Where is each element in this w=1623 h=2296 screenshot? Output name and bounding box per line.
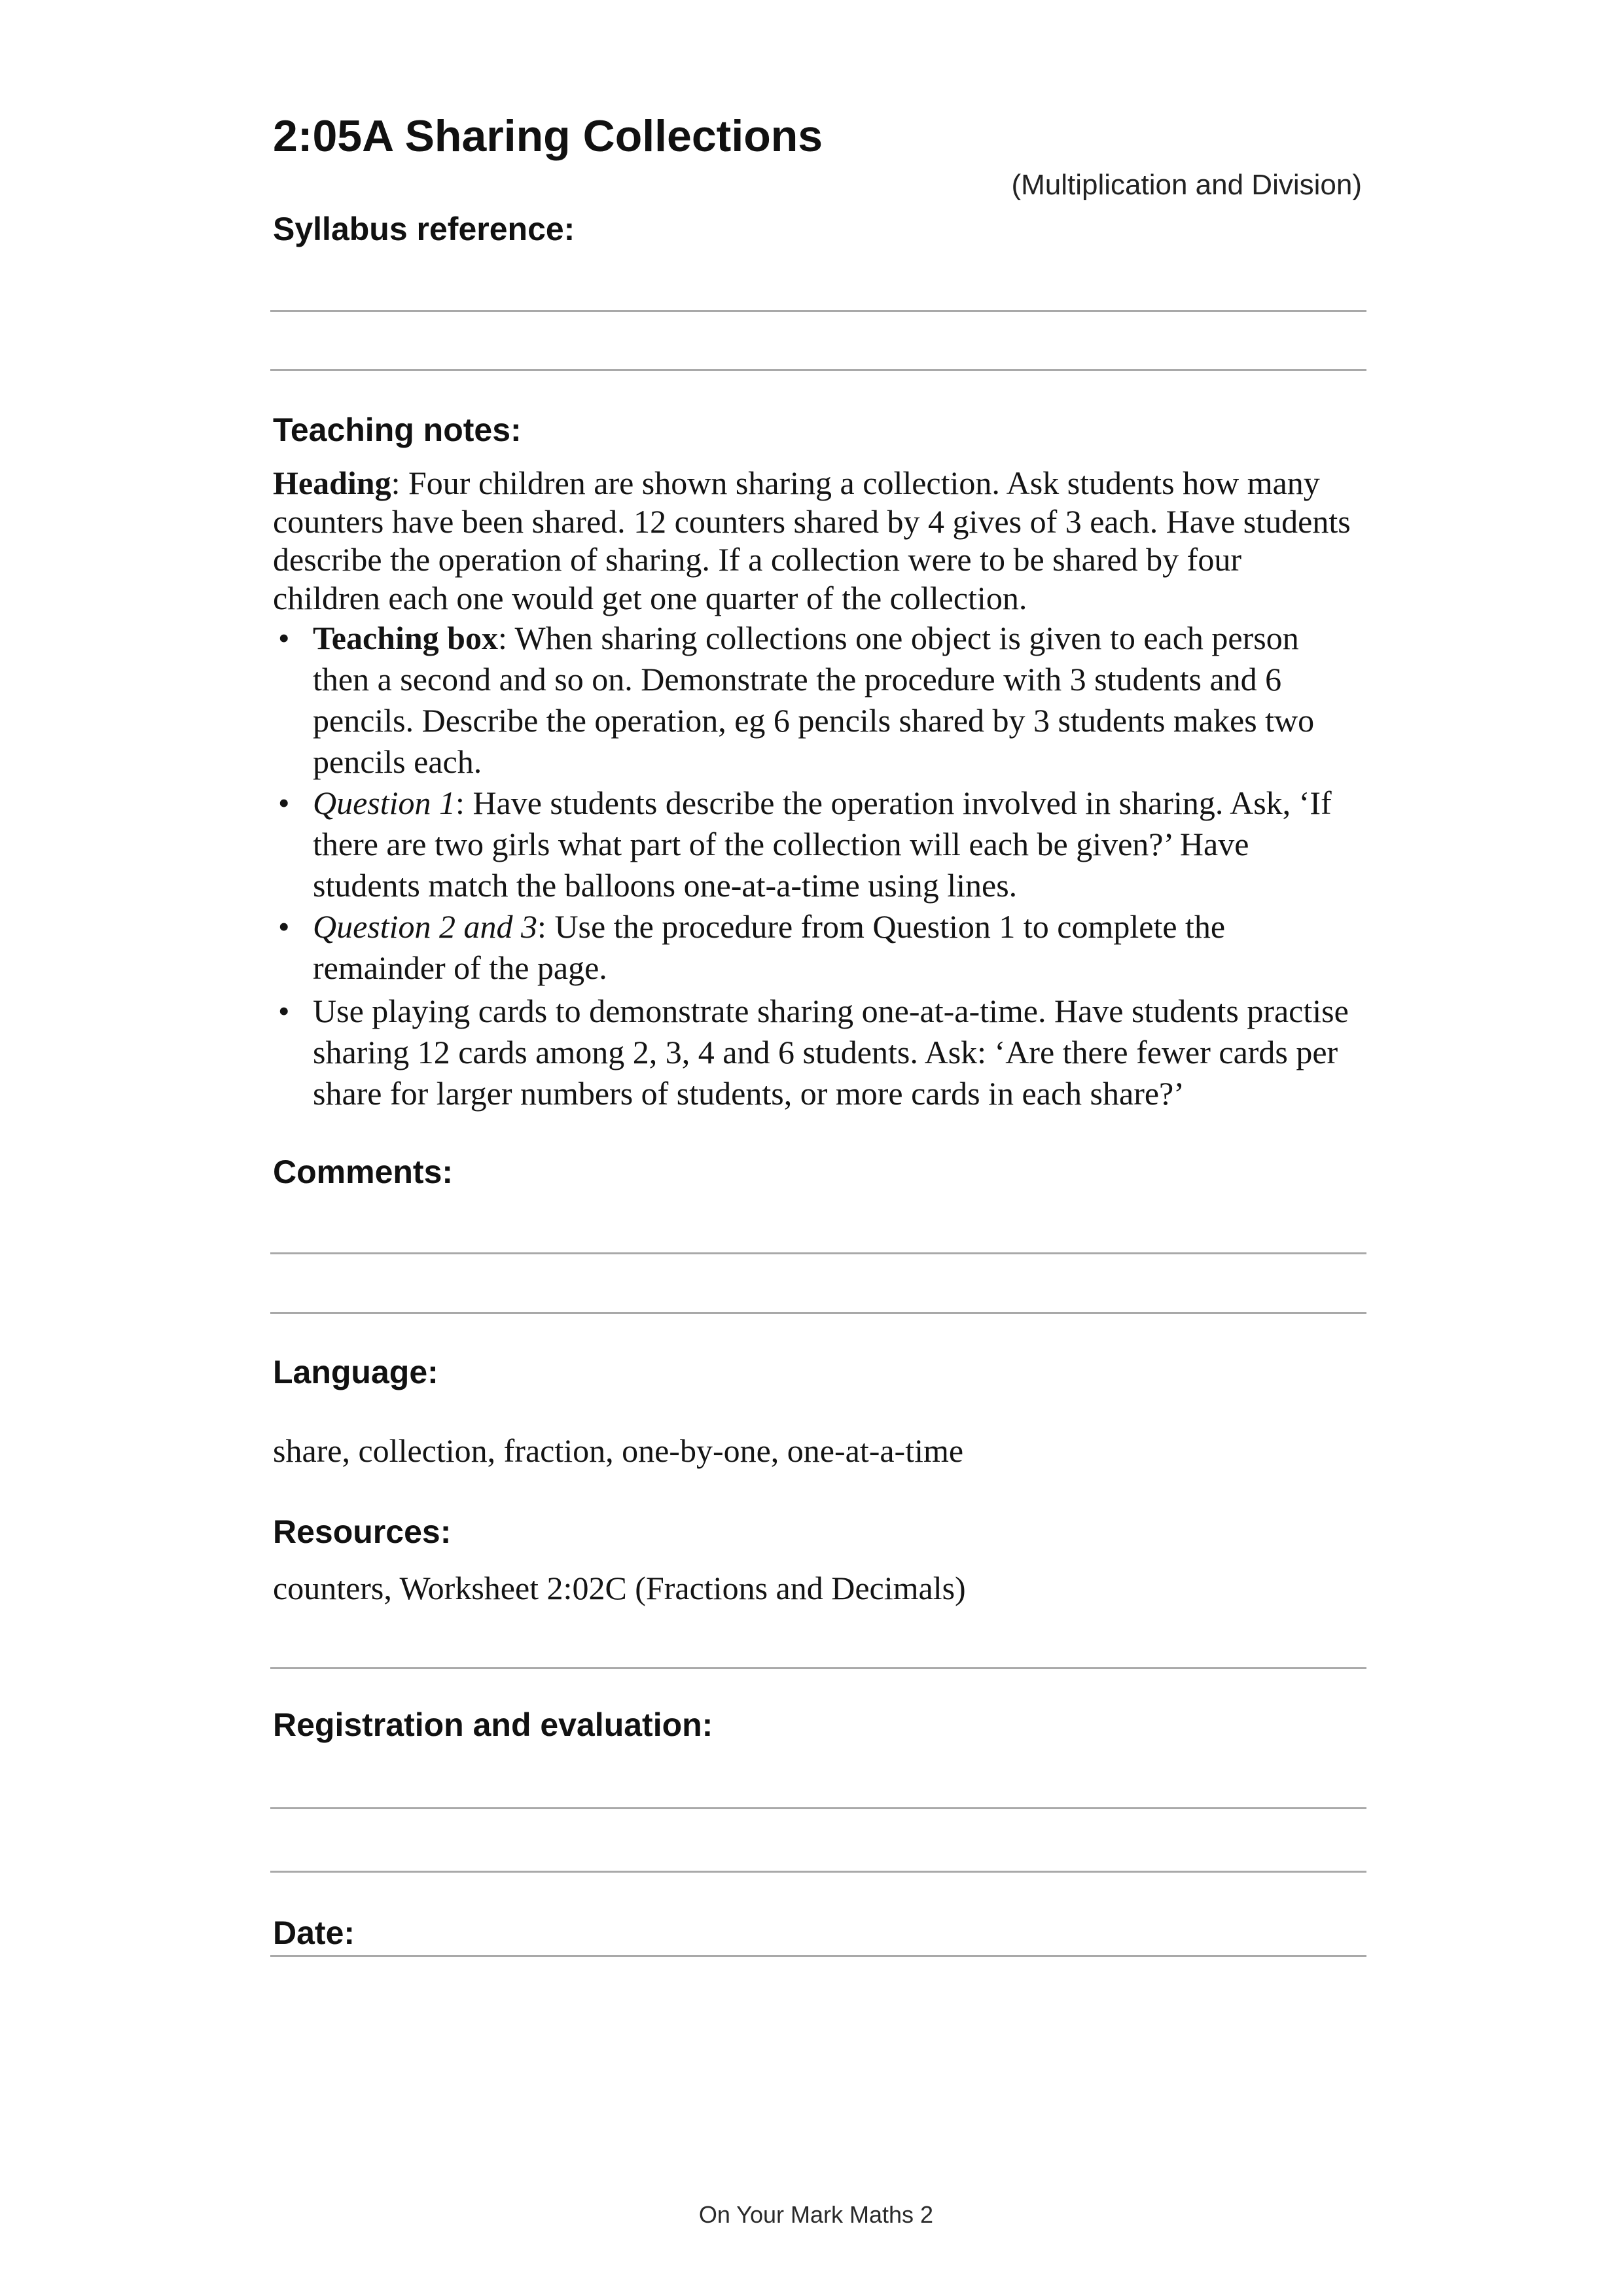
intro-line-text: describe the operation of sharing. If a collection were to be shared by four	[273, 541, 1241, 578]
bullet-line	[313, 991, 1349, 1032]
bullet-line	[313, 824, 1349, 865]
date-heading: Date:	[273, 1915, 355, 1951]
intro-line	[273, 464, 1351, 503]
bullet-lead: Question 1	[313, 785, 456, 821]
bullet-line-text: pencils. Describe the operation, eg 6 pencils shared by 3 students makes two	[313, 702, 1315, 739]
bullet-icon: •	[278, 908, 290, 945]
bullet-line-text: there are two girls what part of the collection will each be given?’ Have	[313, 826, 1249, 862]
intro-line	[273, 540, 1351, 579]
bullet-item-playing-cards	[273, 991, 1349, 1114]
topic-subtitle: (Multiplication and Division)	[1011, 169, 1362, 201]
syllabus-reference-heading: Syllabus reference:	[273, 211, 575, 247]
intro-line	[273, 579, 1351, 618]
intro-line-text: counters have been shared. 12 counters shared by 4 gives of 3 each. Have students	[273, 503, 1351, 540]
teaching-notes-heading: Teaching notes:	[273, 412, 522, 448]
bullet-line	[313, 1032, 1349, 1073]
resources-heading: Resources:	[273, 1513, 452, 1550]
teaching-notes-bullets	[273, 618, 1349, 1114]
bullet-line	[313, 947, 1349, 989]
bullet-icon: •	[278, 993, 290, 1029]
bullet-item-question-1	[273, 783, 1349, 906]
bullet-item-question-2-and-3	[273, 906, 1349, 989]
registration-line-1	[270, 1807, 1366, 1809]
resources-text: counters, Worksheet 2:02C (Fractions and Decimals)	[273, 1570, 966, 1606]
bullet-line-text: remainder of the page.	[313, 949, 607, 986]
teaching-notes-intro	[273, 464, 1351, 617]
bullet-line	[313, 1073, 1349, 1114]
bullet-line-text: : Have students describe the operation involved in sharing. Ask, ‘If	[455, 785, 1332, 821]
bullet-line-text: : Use the procedure from Question 1 to complete the	[537, 908, 1226, 945]
language-text: share, collection, fraction, one-by-one, one-at-a-time	[273, 1432, 964, 1469]
bullet-line	[313, 741, 1349, 783]
bullet-line	[313, 906, 1349, 947]
syllabus-reference-line-2	[270, 369, 1366, 371]
intro-line-text: : Four children are shown sharing a collection. Ask students how many	[391, 465, 1320, 501]
bullet-line-text: : When sharing collections one object is given to each person	[497, 620, 1299, 656]
bullet-line	[313, 659, 1349, 700]
bullet-line-text: sharing 12 cards among 2, 3, 4 and 6 students. Ask: ‘Are there fewer cards per	[313, 1034, 1338, 1070]
page-footer: On Your Mark Maths 2	[698, 2201, 934, 2228]
comments-heading: Comments:	[273, 1154, 454, 1190]
bullet-line	[313, 700, 1349, 741]
comments-line-2	[270, 1312, 1366, 1314]
intro-line	[273, 503, 1351, 541]
bullet-line	[313, 783, 1349, 824]
bullet-line-text: pencils each.	[313, 743, 482, 780]
intro-lead: Heading	[273, 465, 391, 501]
comments-line-1	[270, 1252, 1366, 1254]
syllabus-reference-line-1	[270, 310, 1366, 312]
bullet-line-text: share for larger numbers of students, or more cards in each share?’	[313, 1075, 1185, 1112]
bullet-line-text: students match the balloons one-at-a-time using lines.	[313, 867, 1018, 904]
date-line	[270, 1955, 1366, 1957]
page-title: 2:05A Sharing Collections	[273, 111, 823, 161]
bullet-line-text: Use playing cards to demonstrate sharing one-at-a-time. Have students practise	[313, 993, 1349, 1029]
bullet-item-teaching-box	[273, 618, 1349, 783]
resources-line	[270, 1667, 1366, 1669]
registration-line-2	[270, 1871, 1366, 1873]
bullet-lead: Question 2 and 3	[313, 908, 538, 945]
language-heading: Language:	[273, 1354, 438, 1390]
bullet-line-text: then a second and so on. Demonstrate the procedure with 3 students and 6	[313, 661, 1282, 698]
bullet-lead: Teaching box	[313, 620, 498, 656]
bullet-icon: •	[278, 785, 290, 821]
bullet-line	[313, 865, 1349, 906]
bullet-icon: •	[278, 620, 290, 656]
registration-heading: Registration and evaluation:	[273, 1706, 713, 1743]
bullet-line	[313, 618, 1349, 659]
intro-line-text: children each one would get one quarter of the collection.	[273, 579, 1027, 616]
